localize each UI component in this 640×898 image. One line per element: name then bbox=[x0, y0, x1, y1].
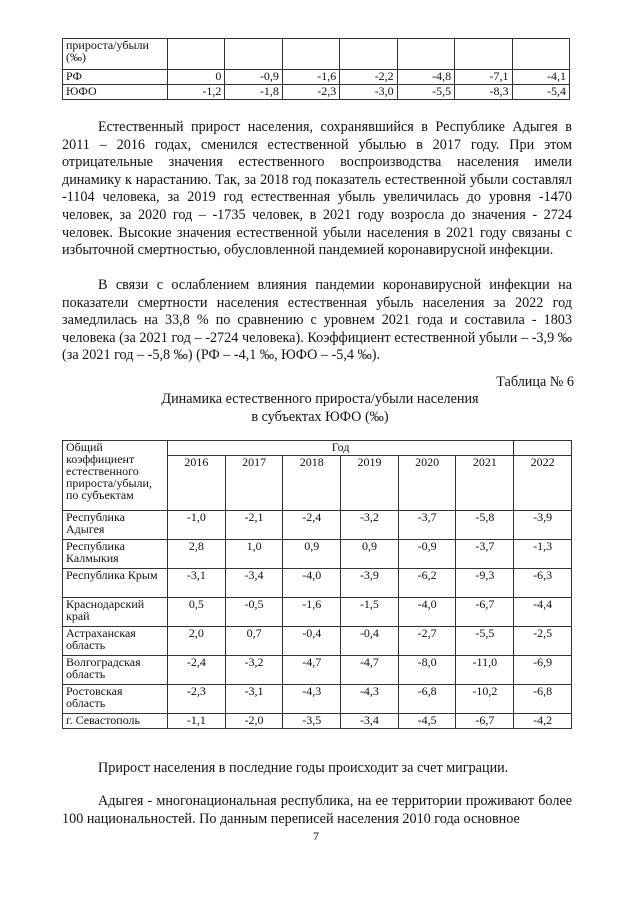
paragraph-text: Адыгея - многонациональная республика, на ее территории проживают более 100 национальностей. По данным переписей населения 2010 года основное bbox=[62, 793, 572, 827]
region-name: г. Севастополь bbox=[63, 714, 168, 729]
paragraph-migration bbox=[62, 760, 572, 778]
region-name: Ростовская область bbox=[63, 685, 168, 714]
table-cell: -2,3 bbox=[168, 685, 226, 714]
table-cell: 0,7 bbox=[225, 627, 283, 656]
table-cell: -1,6 bbox=[283, 598, 341, 627]
corner-header: Общий коэффициент естественного прироста/убыли, по субъектам bbox=[63, 441, 168, 511]
table-cell: -11,0 bbox=[456, 656, 514, 685]
year-header: 2022 bbox=[514, 456, 572, 511]
region-name: Астраханская область bbox=[63, 627, 168, 656]
table-cell: -3,7 bbox=[456, 540, 514, 569]
table-cell: -6,8 bbox=[514, 685, 572, 714]
table-cell: -1,6 bbox=[282, 70, 339, 85]
table-row bbox=[63, 569, 572, 598]
table-cell: 2,0 bbox=[168, 627, 226, 656]
table-cell: -1,8 bbox=[225, 85, 282, 100]
paragraph-text: В связи с ослаблением влияния пандемии коронавирусной инфекции на показатели смертности населения естественная убыль населения за 2022 год замедлилась на 33,8 % по сравнению с уровнем 2021 года и составила - 1803 человека (за 2021 год – -2724 человека). Коэффициент естественной убыли – -3,9 ‰ (за 2021 год – -5,8 ‰) (РФ – -4,1 ‰, ЮФО – -5,4 ‰). bbox=[62, 277, 572, 364]
table-cell: -3,4 bbox=[225, 569, 283, 598]
year-header: 2021 bbox=[456, 456, 514, 511]
year-header: 2020 bbox=[398, 456, 456, 511]
table-cell: -1,3 bbox=[514, 540, 572, 569]
table-cell: -7,1 bbox=[455, 70, 512, 85]
table-cell: 2,8 bbox=[168, 540, 226, 569]
table-title-line2: в субъектах ЮФО (‰) bbox=[251, 409, 389, 425]
table-cell: -3,4 bbox=[341, 714, 399, 729]
table-row bbox=[63, 85, 570, 100]
table-number: Таблица № 6 bbox=[496, 374, 574, 390]
table-cell: -2,0 bbox=[225, 714, 283, 729]
table-cell: -4,3 bbox=[283, 685, 341, 714]
table-row bbox=[63, 39, 570, 70]
table-row bbox=[63, 511, 572, 540]
table-cell: -6,2 bbox=[398, 569, 456, 598]
table-row bbox=[63, 540, 572, 569]
table-cell: -1,1 bbox=[168, 714, 226, 729]
year-header: 2017 bbox=[225, 456, 283, 511]
year-header: 2019 bbox=[341, 456, 399, 511]
table-cell: -4,3 bbox=[341, 685, 399, 714]
row-label: ЮФО bbox=[63, 85, 168, 100]
table-header-row bbox=[63, 441, 572, 456]
table-cell: 0,5 bbox=[168, 598, 226, 627]
table-cell: -4,0 bbox=[283, 569, 341, 598]
table-cell: -4,0 bbox=[398, 598, 456, 627]
table-cell: -6,7 bbox=[456, 714, 514, 729]
paragraph-text: Прирост населения в последние годы происходит за счет миграции. bbox=[98, 760, 509, 776]
paragraph-pandemic bbox=[62, 277, 572, 365]
table-cell: -5,4 bbox=[512, 85, 569, 100]
table-cell: -8,0 bbox=[398, 656, 456, 685]
year-header: 2018 bbox=[283, 456, 341, 511]
table-cell: -3,0 bbox=[340, 85, 397, 100]
table-cell: -8,3 bbox=[455, 85, 512, 100]
table-cell: -3,7 bbox=[398, 511, 456, 540]
table-cell: -4,7 bbox=[283, 656, 341, 685]
table-cell: -1,5 bbox=[341, 598, 399, 627]
table-cell: -2,3 bbox=[282, 85, 339, 100]
table-cell: -2,7 bbox=[398, 627, 456, 656]
table-cell: -3,9 bbox=[514, 511, 572, 540]
table-cell: -2,4 bbox=[283, 511, 341, 540]
table-cell: 0,9 bbox=[341, 540, 399, 569]
table-cell: -3,2 bbox=[341, 511, 399, 540]
region-name: Волгоградская область bbox=[63, 656, 168, 685]
table-cell: -0,5 bbox=[225, 598, 283, 627]
table-cell: 0 bbox=[168, 70, 225, 85]
table-cell: -3,2 bbox=[225, 656, 283, 685]
region-name: Республика Адыгея bbox=[63, 511, 168, 540]
regions-growth-table bbox=[62, 440, 572, 729]
paragraph-natural-growth bbox=[62, 119, 572, 260]
table-cell: -5,8 bbox=[456, 511, 514, 540]
table-title-line1: Динамика естественного прироста/убыли населения bbox=[161, 391, 479, 407]
region-name: Республика Крым bbox=[63, 569, 168, 598]
table-row bbox=[63, 627, 572, 656]
region-name: Республика Калмыкия bbox=[63, 540, 168, 569]
table-cell: -4,1 bbox=[512, 70, 569, 85]
table-cell: -2,5 bbox=[514, 627, 572, 656]
table-cell: -4,7 bbox=[341, 656, 399, 685]
table-cell: -10,2 bbox=[456, 685, 514, 714]
paragraph-nationalities bbox=[62, 793, 572, 828]
table-cell: -0,9 bbox=[225, 70, 282, 85]
table-cell: -3,9 bbox=[341, 569, 399, 598]
table-cell: -2,1 bbox=[225, 511, 283, 540]
table-cell: -6,9 bbox=[514, 656, 572, 685]
table-cell: -3,1 bbox=[225, 685, 283, 714]
top-continued-table bbox=[62, 38, 570, 100]
table-cell: -0,4 bbox=[283, 627, 341, 656]
table-cell: 0,9 bbox=[283, 540, 341, 569]
region-name: Краснодарский край bbox=[63, 598, 168, 627]
table-cell: -6,3 bbox=[514, 569, 572, 598]
year-header: 2016 bbox=[168, 456, 226, 511]
table-cell: -4,4 bbox=[514, 598, 572, 627]
table-cell: -1,2 bbox=[168, 85, 225, 100]
table-cell: 1,0 bbox=[225, 540, 283, 569]
table-row bbox=[63, 598, 572, 627]
table-cell: -2,4 bbox=[168, 656, 226, 685]
table-cell: -4,8 bbox=[397, 70, 454, 85]
table-row bbox=[63, 70, 570, 85]
table-row bbox=[63, 656, 572, 685]
table-cell: -0,9 bbox=[398, 540, 456, 569]
paragraph-text: Естественный прирост населения, сохранявшийся в Республике Адыгея в 2011 – 2016 годах, сменился естественной убылью в 2017 году. При этом отрицательные значения естественного воспроизводства населения имели динамику к нарастанию. Так, за 2018 год показатель естественной убыли составлял -1104 человека, за 2019 год естественная убыль увеличилась до уровня -1470 человек, за 2020 год – -1735 человек, в 2021 году возросла до значения - 2724 человек. Высокие значения естественной убыли населения в 2021 году связаны с избыточной смертностью, обусловленной пандемией коронавирусной инфекции. bbox=[62, 119, 572, 259]
table-cell: -3,1 bbox=[168, 569, 226, 598]
table-row bbox=[63, 714, 572, 729]
table-cell: прироста/убыли (‰) bbox=[63, 39, 168, 70]
table-cell: -5,5 bbox=[397, 85, 454, 100]
table-cell: -6,7 bbox=[456, 598, 514, 627]
table-cell: -3,5 bbox=[283, 714, 341, 729]
table-cell: -4,5 bbox=[398, 714, 456, 729]
table-row bbox=[63, 685, 572, 714]
page-number: 7 bbox=[313, 829, 319, 843]
table-cell: -0,4 bbox=[341, 627, 399, 656]
row-label: РФ bbox=[63, 70, 168, 85]
table-cell: -5,5 bbox=[456, 627, 514, 656]
table-cell: -1,0 bbox=[168, 511, 226, 540]
year-group-header: Год bbox=[168, 441, 514, 456]
table-cell: -2,2 bbox=[340, 70, 397, 85]
table-cell: -6,8 bbox=[398, 685, 456, 714]
table-cell: -9,3 bbox=[456, 569, 514, 598]
table-cell: -4,2 bbox=[514, 714, 572, 729]
